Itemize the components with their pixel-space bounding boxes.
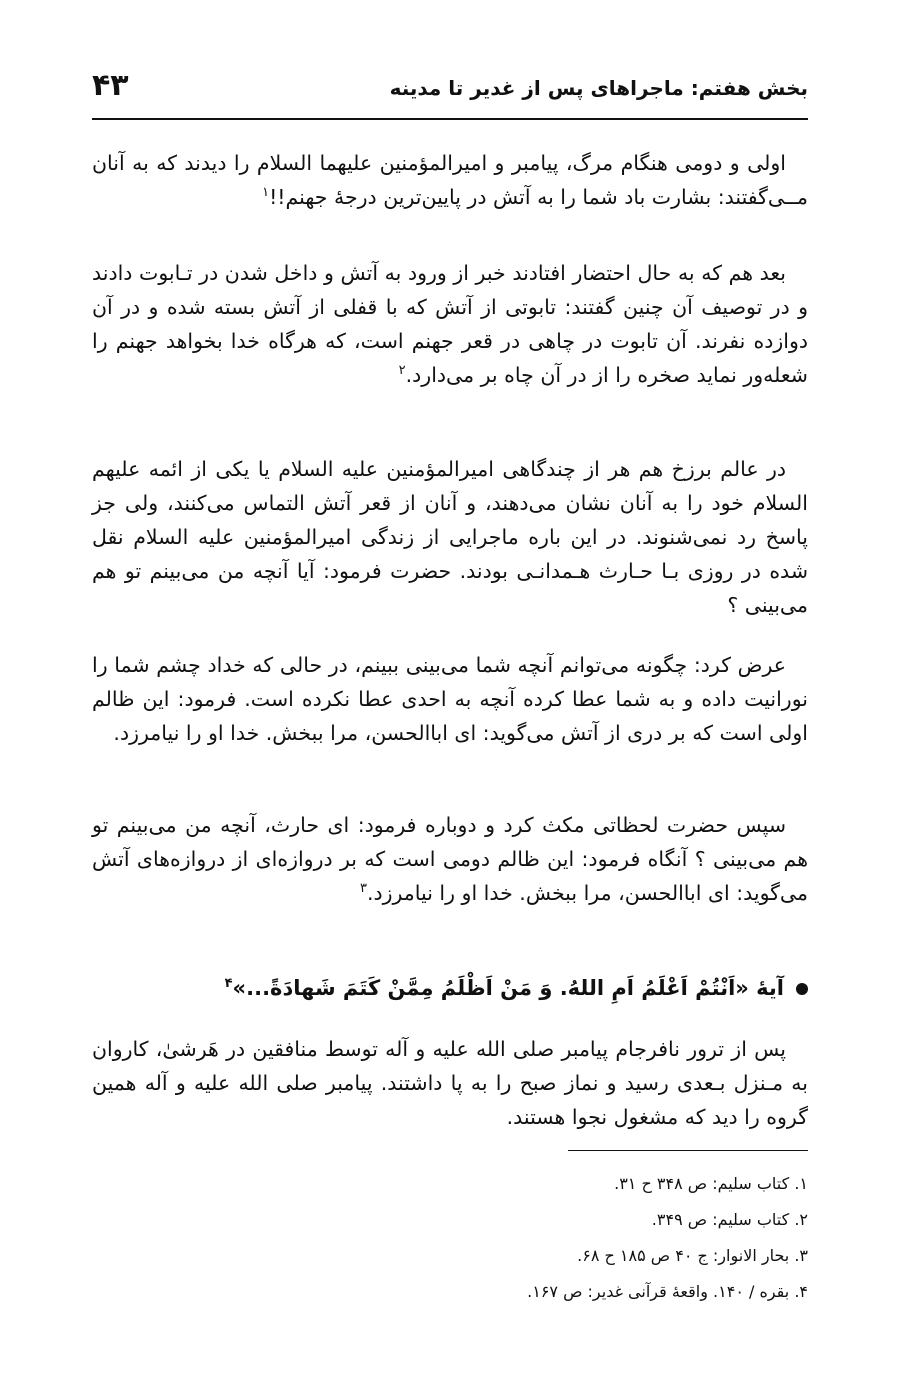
footnote-divider	[568, 1150, 808, 1151]
bullet-icon	[796, 983, 808, 995]
paragraph-5-text: سپس حضرت لحظاتی مکث کرد و دوباره فرمود: ای حارث، آنچه من می‌بینم تو هم می‌بینی ؟ آنگاه فرمود: این ظالم دومی است که بر دروازه‌ای از دروازه‌های آتش می‌گوید: ای اباالحسن، مرا ببخش. خدا او را نیامرزد.	[92, 813, 808, 905]
verse-label: آیهٔ	[756, 976, 784, 1000]
paragraph-2	[92, 256, 808, 392]
footnote-ref-4: ۴	[224, 976, 233, 991]
book-page	[92, 66, 808, 1366]
paragraph-4-text: عرض کرد: چگونه می‌توانم آنچه شما می‌بینی ببینم، در حالی که خداد چشم شما را نورانیت داده و به شما عطا کرده آنچه به احدی عطا نکرده است. فرمود: این ظالم اولی است که بر دری از آتش می‌گوید: ای اباالحسن، مرا ببخش. خدا او را نیامرزد.	[92, 653, 808, 745]
verse-heading	[92, 968, 808, 1008]
paragraph-4	[92, 648, 808, 750]
paragraph-2-text: بعد هم که به حال احتضار افتادند خبر از ورود به آتش و داخل شدن در تـابوت دادند و در توصیف آن چنین گفتند: تابوتی از آتش که با قفلی از آتش بسته شده و در آن دوازده نفرند. آن تابوت در چاهی در قعر جهنم است، که هرگاه خدا بخواهد جهنم را شعله‌ور نماید صخره را از در آن چاه بر می‌دارد.	[92, 261, 808, 387]
footnote-2: ۲. کتاب سلیم: ص ۳۴۹.	[651, 1210, 808, 1229]
paragraph-1-text: اولی و دومی هنگام مرگ، پیامبر و امیرالمؤمنین علیهما السلام را دیدند که به آنان مــی‌گفتند: بشارت باد شما را به آتش در پایین‌ترین درجهٔ جهنم!!	[92, 151, 808, 209]
footnote-1: ۱. کتاب سلیم: ص ۳۴۸ ح ۳۱.	[614, 1174, 808, 1193]
page-number: ۴۳	[92, 68, 129, 103]
footnotes	[92, 1166, 808, 1310]
paragraph-1	[92, 146, 808, 214]
footnote-ref-2: ۲	[398, 363, 406, 379]
footnote-ref-1: ۱	[262, 185, 270, 201]
paragraph-6	[92, 1032, 808, 1134]
paragraph-3	[92, 452, 808, 622]
chapter-title: بخش هفتم: ماجراهای پس از غدیر تا مدینه	[389, 76, 808, 100]
paragraph-5	[92, 808, 808, 910]
verse-text: «اَنْتُمْ اَعْلَمُ اَمِ اللهُ. وَ مَنْ اَظْلَمُ مِمَّنْ کَتَمَ شَهادَةً...»	[232, 976, 749, 1000]
footnote-4: ۴. بقره / ۱۴۰. واقعهٔ قرآنی غدیر: ص ۱۶۷.	[527, 1282, 808, 1301]
paragraph-3-text: در عالم برزخ هم هر از چندگاهی امیرالمؤمنین علیه السلام یا یکی از ائمه علیهم السلام خود را به آنان نشان می‌دهند، و آنان از قعر آتش التماس می‌کنند، ولی جز پاسخ رد نمی‌شنوند. در این باره ماجرایی از زندگی امیرالمؤمنین علیه السلام نقل شده در روزی بـا حـارث هـمدانـی بودند. حضرت فرمود: آیا آنچه من می‌بینم تو هم می‌بینی ؟	[92, 457, 808, 617]
footnote-ref-3: ۳	[359, 881, 367, 897]
page-header	[92, 66, 808, 120]
footnote-3: ۳. بحار الانوار: ج ۴۰ ص ۱۸۵ ح ۶۸.	[577, 1246, 808, 1265]
paragraph-6-text: پس از ترور نافرجام پیامبر صلی الله علیه و آله توسط منافقین در هَرشیٰ، کاروان به مـنزل بـعدی رسید و نماز صبح را به پا داشتند. پیامبر صلی الله علیه و آله همین گروه را دید که مشغول نجوا هستند.	[92, 1037, 808, 1129]
